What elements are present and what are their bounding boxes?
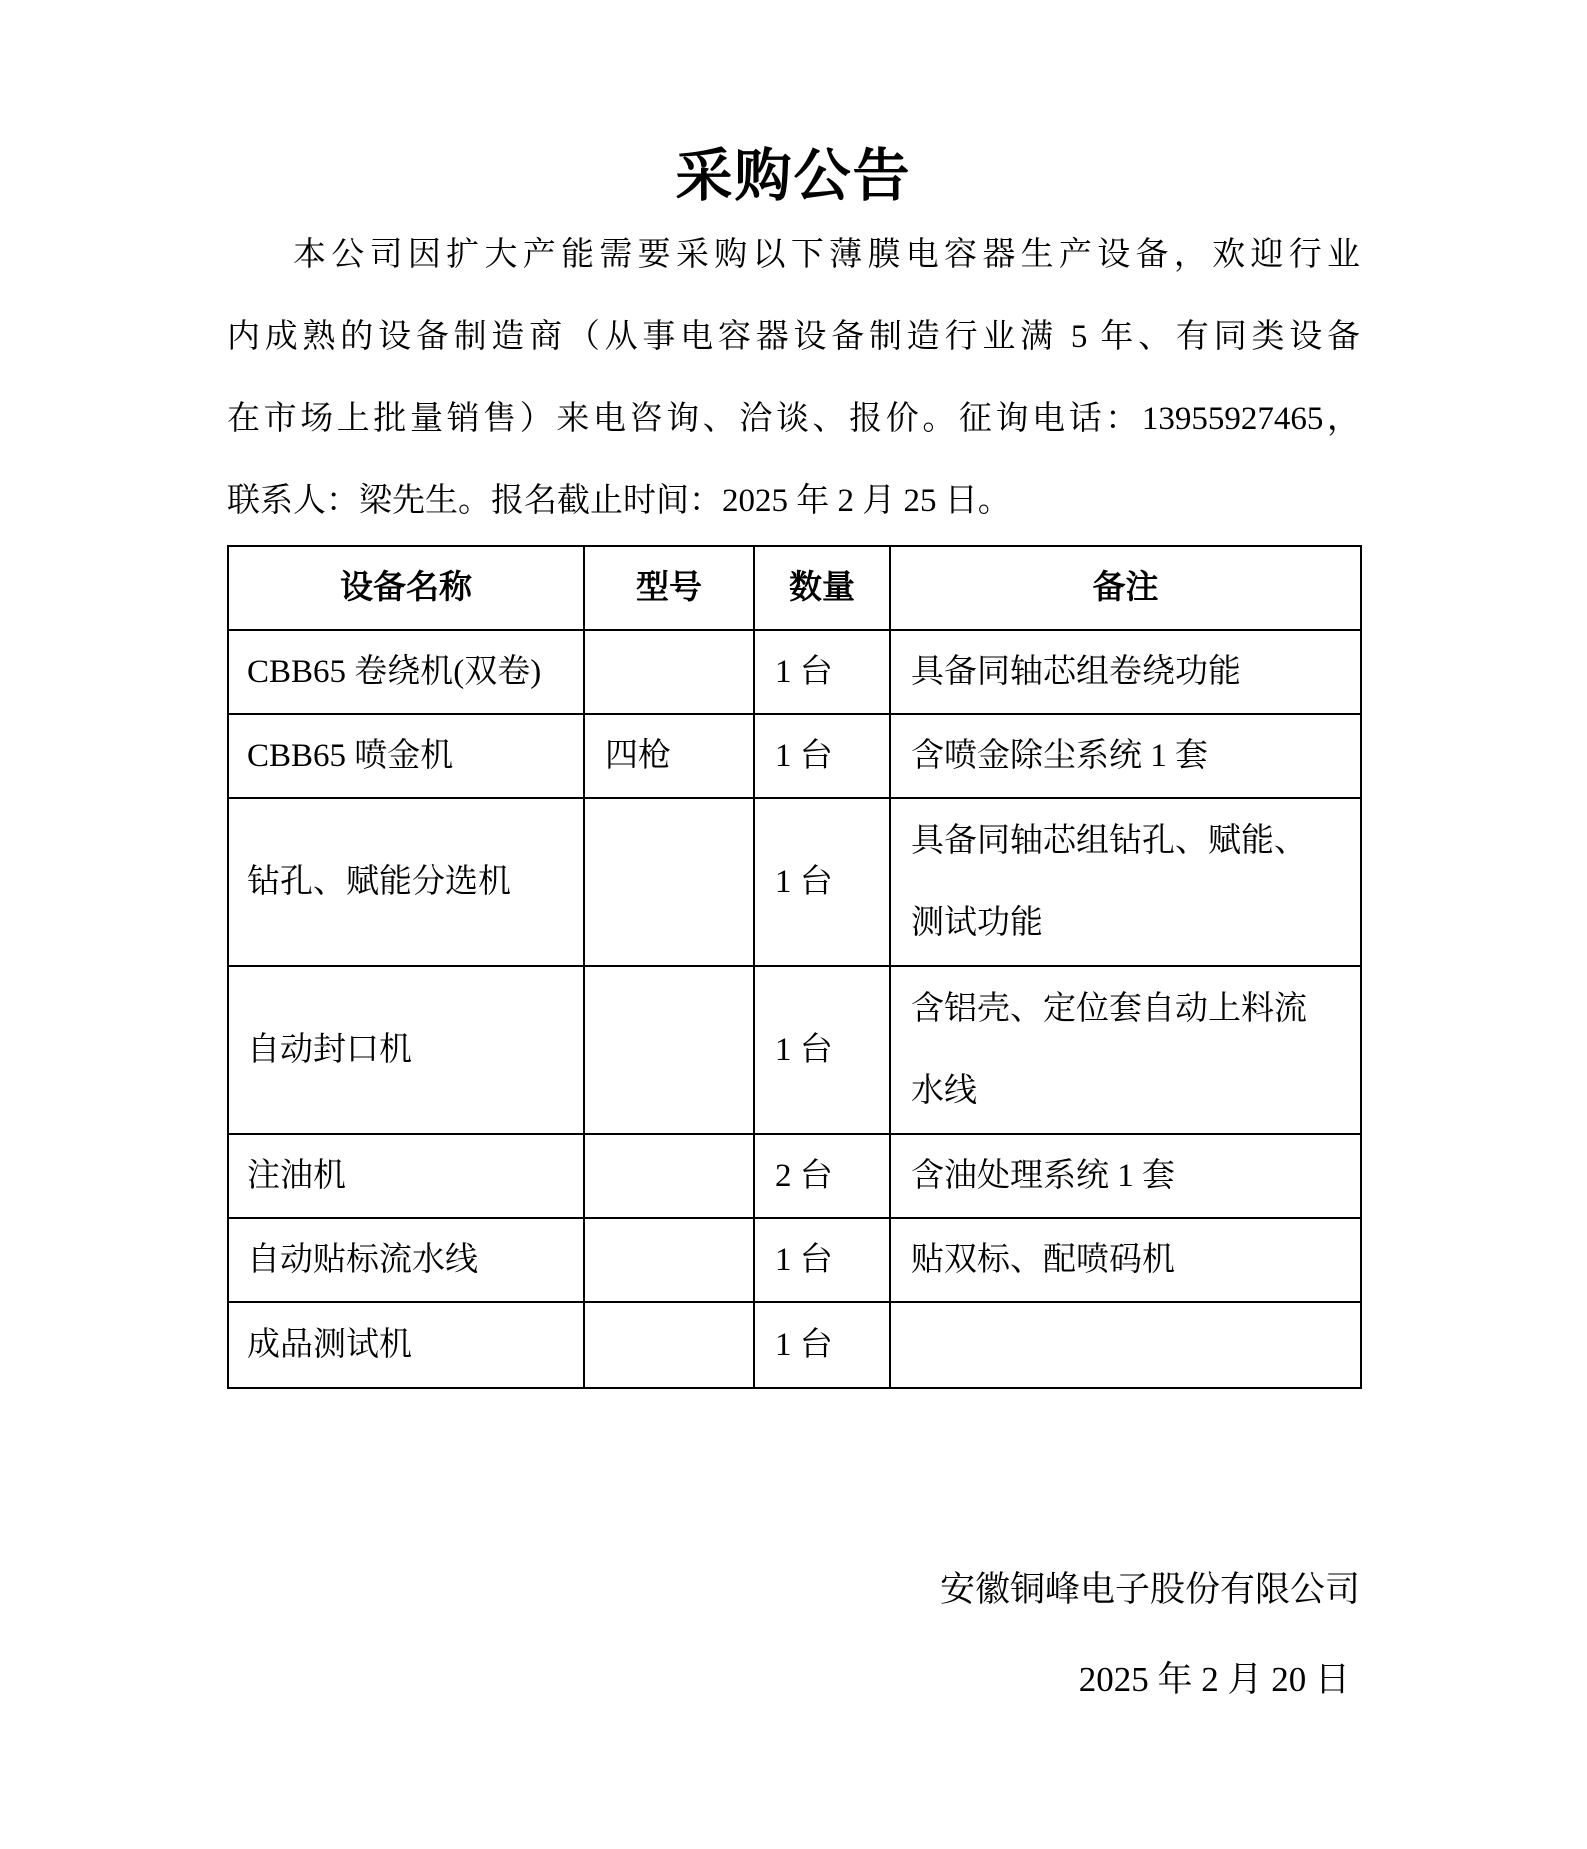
cell-remarks: 贴双标、配喷码机 (890, 1218, 1361, 1302)
document-title: 采购公告 (675, 144, 912, 208)
cell-equipment-name: CBB65 喷金机 (228, 714, 584, 798)
table-row (228, 630, 1361, 714)
signature-company: 安徽铜峰电子股份有限公司 (939, 1570, 1360, 1609)
cell-remarks (890, 1302, 1361, 1388)
cell-equipment-name: 自动封口机 (228, 966, 584, 1134)
cell-model (584, 798, 754, 966)
table-row (228, 798, 1361, 966)
header-remarks: 备注 (890, 546, 1361, 630)
cell-equipment-name: CBB65 卷绕机(双卷) (228, 630, 584, 714)
cell-remarks: 具备同轴芯组卷绕功能 (890, 630, 1361, 714)
cell-equipment-name: 自动贴标流水线 (228, 1218, 584, 1302)
cell-quantity: 1 台 (754, 1218, 890, 1302)
cell-remarks: 具备同轴芯组钻孔、赋能、测试功能 (890, 798, 1361, 966)
header-model: 型号 (584, 546, 754, 630)
cell-quantity: 1 台 (754, 1302, 890, 1388)
table-row (228, 1134, 1361, 1218)
cell-remarks: 含铝壳、定位套自动上料流水线 (890, 966, 1361, 1134)
cell-quantity: 1 台 (754, 966, 890, 1134)
cell-quantity: 1 台 (754, 630, 890, 714)
table-row (228, 1218, 1361, 1302)
paragraph-line: 在市场上批量销售）来电咨询、洽谈、报价。征询电话：13955927465， (227, 401, 1360, 437)
header-equipment-name: 设备名称 (228, 546, 584, 630)
signature-date: 2025 年 2 月 20 日 (1078, 1660, 1350, 1699)
cell-model (584, 630, 754, 714)
paragraph-line: 内成熟的设备制造商（从事电容器设备制造行业满 5 年、有同类设备 (227, 319, 1360, 355)
cell-remarks: 含油处理系统 1 套 (890, 1134, 1361, 1218)
table-row (228, 714, 1361, 798)
cell-equipment-name: 成品测试机 (228, 1302, 584, 1388)
header-quantity: 数量 (754, 546, 890, 630)
equipment-table (227, 545, 1362, 1389)
table-row (228, 1302, 1361, 1388)
cell-model (584, 1134, 754, 1218)
cell-model (584, 966, 754, 1134)
cell-quantity: 1 台 (754, 714, 890, 798)
cell-remarks: 含喷金除尘系统 1 套 (890, 714, 1361, 798)
cell-model (584, 1302, 754, 1388)
paragraph-line: 联系人：梁先生。报名截止时间：2025 年 2 月 25 日。 (227, 483, 1011, 519)
cell-quantity: 1 台 (754, 798, 890, 966)
cell-equipment-name: 钻孔、赋能分选机 (228, 798, 584, 966)
cell-equipment-name: 注油机 (228, 1134, 584, 1218)
paragraph-line: 本公司因扩大产能需要采购以下薄膜电容器生产设备，欢迎行业 (293, 237, 1360, 273)
table-row (228, 966, 1361, 1134)
cell-model (584, 1218, 754, 1302)
intro-paragraph (227, 214, 1360, 542)
cell-model: 四枪 (584, 714, 754, 798)
cell-quantity: 2 台 (754, 1134, 890, 1218)
table-header-row (228, 546, 1361, 630)
